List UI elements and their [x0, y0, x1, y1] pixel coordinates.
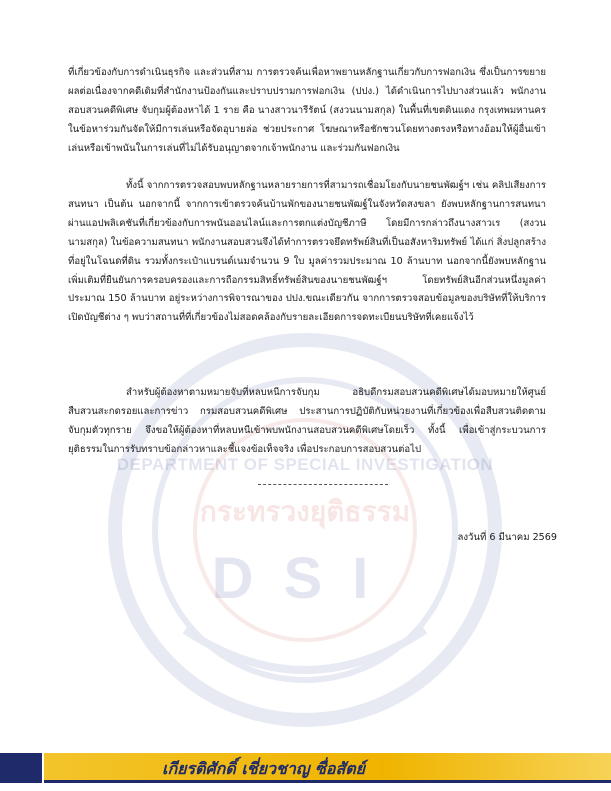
separator-line: [258, 484, 388, 485]
body-paragraph: สำหรับผู้ต้องหาตามหมายจับที่หลบหนีการจับกุม อธิบดีกรมสอบสวนคดีพิเศษได้มอบหมายให้ศูนย์สืบสวนสะกดรอยและการข่าว กรมสอบสวนคดีพิเศษ ประสานการปฏิบัติกับหน่วยงานที่เกี่ยวข้องเพื่อสืบสวนติดตามจับกุมตัวทุกราย จึงขอให้ผู้ต้องหาที่หลบหนีเข้าพบพนักงานสอบสวนคดีพิเศษโดยเร็ว ทั้งนี้ เพื่อเข้าสู่กระบวนการยุติธรรมในการรับทราบข้อกล่าวหาและชี้แจงข้อเท็จจริง เพื่อประกอบการสอบสวนต่อไป: [68, 387, 546, 455]
watermark-ministry: กระทรวงยุติธรรม: [199, 495, 411, 528]
body-paragraph: ที่เกี่ยวข้องกับการดำเนินธุรกิจ และส่วนที่สาม การตรวจค้นเพื่อหาพยานหลักฐานเกี่ยวกับการฟอกเงิน ซึ่งเป็นการขยายผลต่อเนื่องจากคดีเดิมที่สำนักงานป้องกันและปราบปรามการฟอกเงิน (ปปง.) ได้ดำเนินการไปบางส่วนแล้ว พนักงานสอบสวนคดีพิเศษ จับกุมผู้ต้องหาได้ 1 ราย คือ นางสาวนารีรัตน์ (สงวนนามสกุล) ในพื้นที่เขตดินแดง กรุงเทพมหานคร ในข้อหาร่วมกันจัดให้มีการเล่นหรือจัดอุบายล่อ ช่วยประกาศ โฆษณาหรือชักชวนโดยทางตรงหรือทางอ้อมให้ผู้อื่นเข้าเล่นหรือเข้าพนันในการเล่นที่ไม่ได้รับอนุญาตจากเจ้าพนักงาน และร่วมกันฟอกเงิน: [68, 67, 546, 154]
document-date: ลงวันที่ 6 มีนาคม 2569: [457, 532, 557, 543]
footer-yellow-band: [44, 753, 611, 783]
footer-banner: [0, 753, 611, 783]
watermark-abbr: DSI: [211, 546, 399, 611]
body-paragraph: ทั้งนี้ จากการตรวจสอบพบหลักฐานหลายรายการที่สามารถเชื่อมโยงกับนายชนพัฒฐ์ฯ เช่น คลิปเสียงการสนทนา เป็นต้น นอกจากนี้ จากการเข้าตรวจค้นบ้านพักของนายชนพัฒฐ์ในจังหวัดสงขลา ยังพบหลักฐานการสนทนาผ่านแอปพลิเคชันที่เกี่ยวข้องกับการพนันออนไลน์และการตกแต่งบัญชีภาษี โดยมีการกล่าวถึงนางสาวเร (สงวนนามสกุล) ในข้อความสนทนา พนักงานสอบสวนจึงได้ทำการตรวจยึดทรัพย์สินที่เป็นอสังหาริมทรัพย์ ได้แก่ สิ่งปลูกสร้างที่อยู่ในโฉนดที่ดิน รวมทั้งกระเป๋าแบรนด์เนมจำนวน 9 ใบ มูลค่ารวมประมาณ 10 ล้านบาท นอกจากนี้ยังพบหลักฐานเพิ่มเติมที่ยืนยันการครอบครองและการถือกรรมสิทธิ์ทรัพย์สินของนายชนพัฒฐ์ฯ โดยทรัพย์สินอีกส่วนหนึ่งมูลค่าประมาณ 150 ล้านบาท อยู่ระหว่างการพิจารณาของ ปปง.ขณะเดียวกัน จากการตรวจสอบข้อมูลของบริษัทที่ให้บริการเปิดบัญชีต่าง ๆ พบว่าสถานที่ที่เกี่ยวข้องไม่สอดคล้องกับรายละเอียดการจดทะเบียนบริษัทที่เคยแจ้งไว้: [68, 180, 546, 324]
watermark-org-name: DEPARTMENT OF SPECIAL INVESTIGATION: [116, 455, 494, 474]
footer-navy-stripe: [44, 780, 611, 783]
footer-slogan: เกียรติศักดิ์ เชี่ยวชาญ ซื่อสัตย์: [162, 759, 366, 778]
footer-navy-block: [0, 753, 42, 783]
